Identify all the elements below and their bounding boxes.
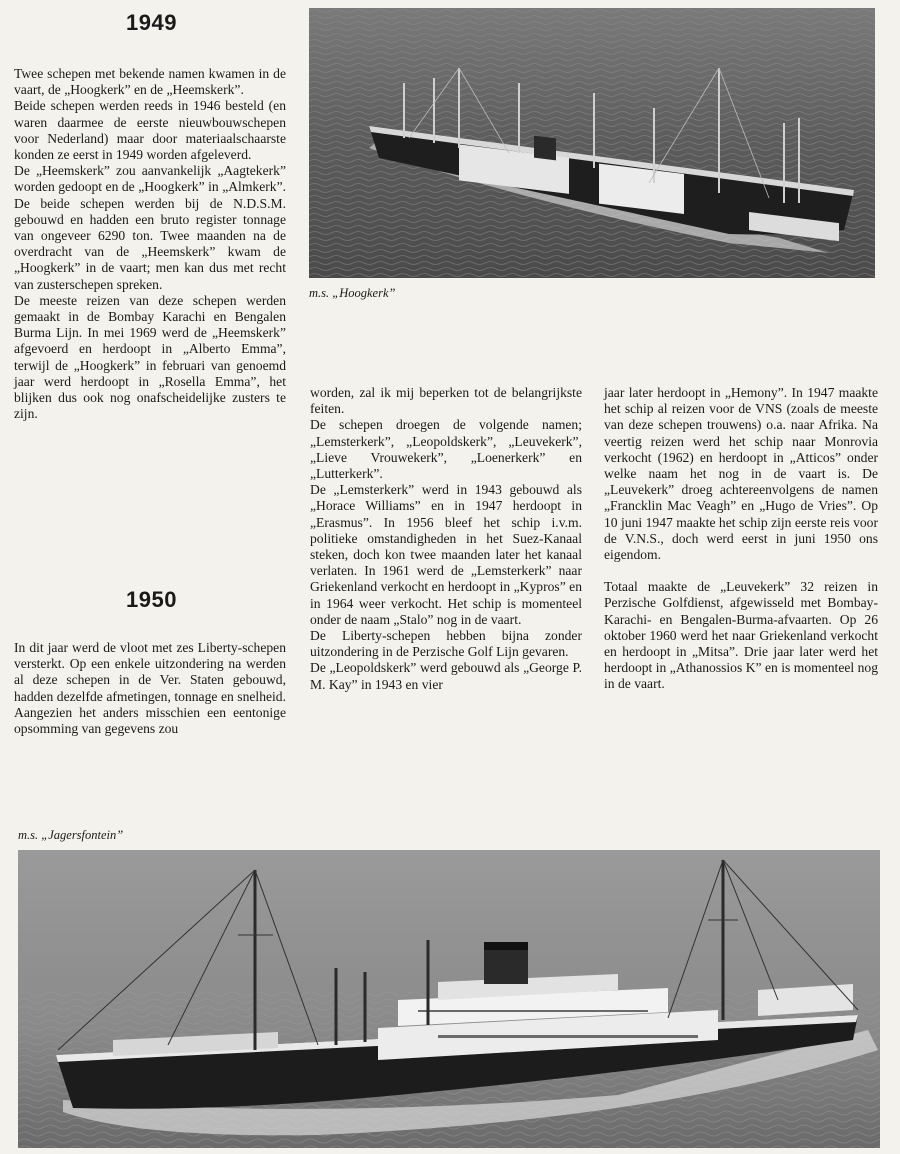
text-1950-middle <box>310 385 582 693</box>
paragraph: Beide schepen werden reeds in 1946 besteld (en waren daarmee de eerste nieuwbouwschepen voor Nederland) maar door materiaalschaarste konden ze eerst in 1949 worden afgeleverd. <box>14 98 286 163</box>
paragraph: De „Leopoldskerk” werd gebouwd als „George P. M. Kay” in 1943 en vier <box>310 660 582 692</box>
paragraph: Twee schepen met bekende namen kwamen in de vaart, de „Hoogkerk” en de „Heemskerk”. <box>14 66 286 98</box>
caption-hoogkerk: m.s. „Hoogkerk” <box>309 286 396 300</box>
paragraph: De „Lemsterkerk” werd in 1943 gebouwd als „Horace Williams” en in 1947 herdoopt in „Erasmus”. In 1956 bleef het schip i.v.m. politieke omstandigheden in het Suez-Kanaal steken, doch kon twee maanden later het kanaal verlaten. In 1961 werd de „Lemsterkerk” naar Griekenland verkocht en herdoopt in „Kypros” en in 1964 weer verkocht. Het schip is momenteel onder de naam „Stalo” nog in de vaart. <box>310 482 582 627</box>
heading-1949: 1949 <box>126 10 177 35</box>
photo-hoogkerk <box>309 8 875 278</box>
paragraph: In dit jaar werd de vloot met zes Liberty-schepen versterkt. Op een enkele uitzondering na werden al deze schepen in de Ver. Staten gebouwd, hadden dezelfde afmetingen, tonnage en snelheid. Aangezien het anders misschien een eentonige opsomming van gegevens zou <box>14 640 286 737</box>
text-1949 <box>14 66 286 422</box>
paragraph: De meeste reizen van deze schepen werden gemaakt in de Bombay Karachi en Bengalen Burma Lijn. In mei 1969 werd de „Heemskerk” afgevoerd en herdoopt in „Alberto Emma”, terwijl de „Hoogkerk” in februari van genoemd jaar werd herdoopt in „Rosella Emma”, het blijken dus ook nog onafscheidelijke zusters te zijn. <box>14 292 286 422</box>
paragraph: De „Heemskerk” zou aanvankelijk „Aagtekerk” worden gedoopt en de „Hoogkerk” in „Almkerk”. De beide schepen werden bij de N.D.S.M. gebouwd en hadden een bruto register tonnage van ongeveer 6290 ton. Twee maanden na de overdracht van de „Heemskerk” kwam de „Hoogkerk” in de vaart; men kan dus met recht van zusterschepen spreken. <box>14 163 286 292</box>
heading-1950: 1950 <box>126 587 177 612</box>
ship-jagersfontein-image <box>18 850 880 1148</box>
ship-hoogkerk-image <box>309 8 875 278</box>
paragraph: Totaal maakte de „Leuvekerk” 32 reizen in Perzische Golfdienst, afgewisseld met Bombay-Karachi- en Bengalen-Burma-afvaarten. Op 26 oktober 1960 werd het naar Griekenland verkocht en herdoopt in „Mitsa”. Drie jaar later werd het herdoopt in „Athanossios K” en is momenteel nog in de vaart. <box>604 579 878 692</box>
caption-jagersfontein: m.s. „Jagersfontein” <box>18 828 124 842</box>
paragraph: worden, zal ik mij beperken tot de belangrijkste feiten. <box>310 385 582 417</box>
text-1950-intro <box>14 640 286 737</box>
paragraph: jaar later herdoopt in „Hemony”. In 1947 maakte het schip al reizen voor de VNS (zoals de meeste van deze schepen trouwens) o.a. naar Afrika. Na veertig reizen werd het schip naar Monrovia verkocht (1962) en herdoopt in „Atticos” onder welke naam het nog in de vaart is. De „Leuvekerk” droeg achtereenvolgens de namen „Francklin Mac Veagh” en „Hugo de Vries”. Op 10 juni 1947 maakte het schip zijn eerste reis voor de V.N.S., doch werd eerst in juni 1950 ons eigendom. <box>604 385 878 563</box>
text-1950-right <box>604 385 878 693</box>
paragraph: De Liberty-schepen hebben bijna zonder uitzondering in de Perzische Golf Lijn gevaren. <box>310 628 582 660</box>
photo-jagersfontein <box>18 850 880 1148</box>
paragraph: De schepen droegen de volgende namen; „Lemsterkerk”, „Leopoldskerk”, „Leuvekerk”, „Lieve Vrouwekerk”, „Loenerkerk” en „Lutterkerk”. <box>310 417 582 482</box>
